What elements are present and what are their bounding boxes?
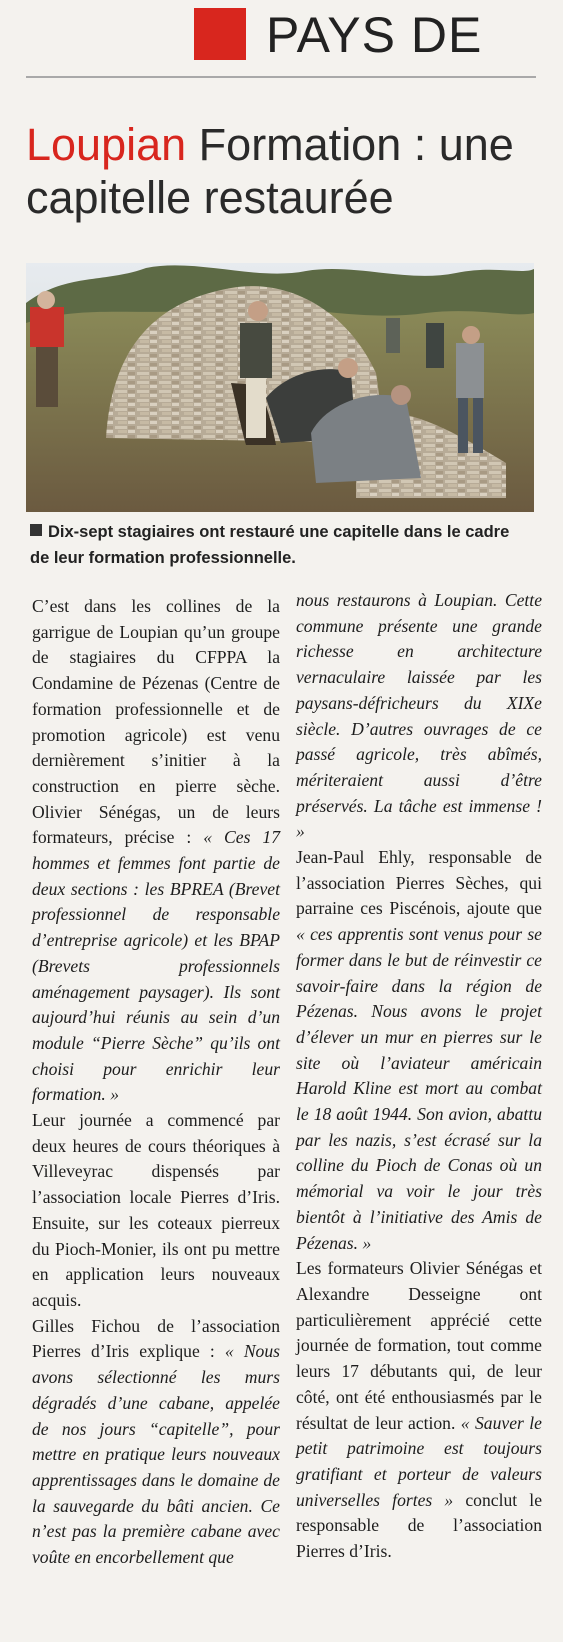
quote-text: « Ces 17 hommes et femmes font partie de deux sections : les BPREA (Brevet professionnel de responsable d’entreprise agricole) et les BPAP (Brevets professionnels aménagement paysager). Ils sont aujourd’hui réunis au sein d’un module “Pierre Sèche” qu’ils ont choisi pour enrichir leur formation. » <box>32 827 281 1105</box>
photo-caption <box>30 519 530 571</box>
headline-rest: Formation : une capitelle restaurée <box>26 119 514 223</box>
article-column-right <box>296 588 542 1565</box>
body-paragraph <box>296 845 542 1256</box>
body-text: Jean-Paul Ehly, responsable de l’association Pierres Sèches, qui parraine ces Piscénois, ajoute que <box>296 847 542 919</box>
body-text: conclut le responsable de l’association Pierres d’Iris. <box>296 1489 542 1562</box>
article-headline <box>26 118 546 224</box>
quote-text: « Sauver le petit patrimoine est toujours gratifiant et porteur de valeurs universelles fortes » <box>296 1412 542 1510</box>
section-marker <box>194 8 246 60</box>
body-paragraph <box>296 1256 542 1564</box>
section-label: PAYS DE <box>266 7 483 63</box>
article-photo <box>26 263 534 512</box>
body-paragraph <box>32 594 280 1108</box>
body-text: Gilles Fichou de l’association Pierres d’Iris explique : <box>32 1315 280 1362</box>
body-paragraph <box>32 1314 280 1571</box>
body-text: C’est dans les collines de la garrigue de Loupian qu’un groupe de stagiaires du CFPPA la Condamine de Pézenas (Centre de formation professionnelle et de promotion agricole) est venu dernièrement s’initier à la construction en pierre sèche. Olivier Sénégas, un de leurs formateurs, précise : <box>32 596 280 848</box>
caption-text: Dix-sept stagiaires ont restauré une capitelle dans le cadre de leur formation professionnelle. <box>30 523 510 567</box>
quote-text: « ces apprentis sont venus pour se former dans le but de réinvestir ce savoir-faire dans la région de Pézenas. Nous avons le projet d’élever un mur en pierres sur le site où l’aviateur américain Harold Kline est mort au combat le 18 août 1944. Son avion, abattu par les nazis, s’est écrasé sur la colline du Pioch de Conas où un mémorial va voir le jour très bientôt à l’initiative des Amis de Pézenas. » <box>296 924 542 1253</box>
article-column-left <box>32 594 280 1571</box>
quote-paragraph: nous restaurons à Loupian. Cette commune présente une grande richesse en architecture vernaculaire laissée par les paysans-défricheurs du XIXe siècle. D’autres ouvrages de ce passé agricole, très abîmés, mériteraient aussi d’être préservés. La tâche est immense ! » <box>296 590 542 842</box>
quote-text: « Nous avons sélectionné les murs dégradés d’une cabane, appelée de nos jours “capitelle”, pour mettre en pratique leurs nouveaux apprentissages dans le domaine de la sauvegarde du bâti ancien. Ce n’est pas la première cabane avec voûte en encorbellement que <box>32 1341 280 1568</box>
body-text: Les formateurs Olivier Sénégas et Alexandre Desseigne ont particulièrement apprécié cette journée de formation, tout comme leurs 17 débutants qui, de leur côté, ont été enthousiasmés par le résultat de leur action. <box>296 1258 542 1433</box>
body-paragraph: Leur journée a commencé par deux heures de cours théoriques à Villeveyrac dispensés par l’association locale Pierres d’Iris. Ensuite, sur les coteaux pierreux du Pioch-Monier, ils ont pu mettre en application leurs nouveaux acquis. <box>32 1110 280 1310</box>
header-rule <box>26 76 536 78</box>
caption-bullet-icon <box>30 524 42 536</box>
headline-kicker: Loupian <box>26 119 187 170</box>
